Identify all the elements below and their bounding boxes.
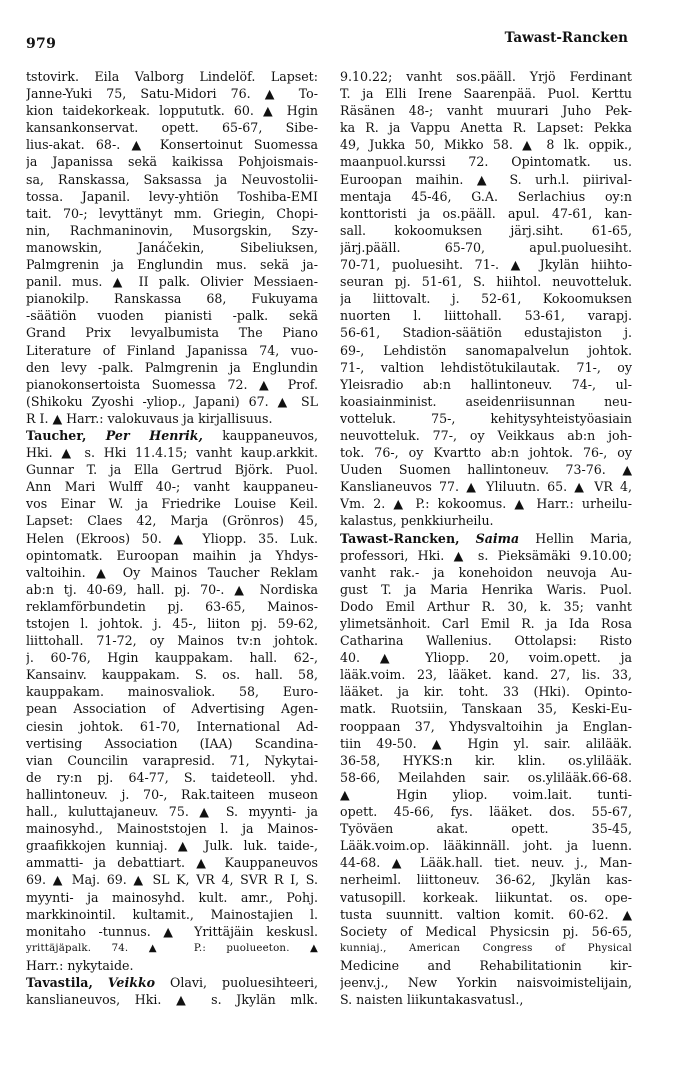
text-line: kansankonservat. opett. 65-67, Sibe- [26,120,318,136]
text-line: 49, Jukka 50, Mikko 58. ▲ 8 lk. oppik., [340,137,632,153]
text-line: sall. kokoomuksen järj.siht. 61-65, [340,222,632,238]
text-line: kunniaj., American Congress of Physical [340,942,632,954]
text-line: mentaja 45-46, G.A. Serlachius oy:n [340,188,632,204]
text-line: 44-68. ▲ Lääk.hall. tiet. neuv. j., Man- [340,855,632,871]
entry-given-names: Veikko [107,974,156,990]
text-line: maanpuol.kurssi 72. Opintomatk. us. [340,154,632,170]
text-line: T. ja Elli Irene Saarenpää. Puol. Kerttu [340,86,632,102]
text-line: opintomatk. Euroopan maihin ja Yhdys- [26,547,318,563]
page-number: 979 [26,36,57,52]
text-line: S. naisten liikuntakasvatusl., [340,992,524,1008]
text-line: Kanslianeuvos 77. ▲ Yliluutn. 65. ▲ VR 4, [340,479,632,495]
text-line: vatusopill. korkeak. liikuntat. os. ope- [340,889,632,905]
text-line: 70-71, puoluesiht. 71-. ▲ Jkylän hiihto- [340,257,632,273]
text-line: matk. Ruotsiin, Tanskaan 35, Keski-Eu- [340,701,632,717]
text-line: tstovirk. Eila Valborg Lindelöf. Lapset: [26,69,318,84]
text-line: lääket. ja kir. toht. 33 (Hki). Opinto- [340,684,632,700]
text-line: panil. mus. ▲ II palk. Olivier Messiaen- [26,274,318,290]
entry-surname: Tavastila, [26,974,93,990]
text-line: Ann Mari Wulff 40-; vanht kauppaneu- [26,479,318,495]
text-line: Hki. ▲ s. Hki 11.4.15; vanht kaup.arkkit. [26,445,318,461]
text-line: järj.pääll. 65-70, apul.puoluesiht. [340,239,632,255]
text-line: mainosyhd., Mainoststojen l. ja Mainos- [26,821,318,837]
text-line: votteluk. 75-, kehitysyhteistyöasiain [340,410,632,426]
text-line: koasiainminist. aseidenriisunnan neu- [340,393,632,409]
text-line: Palmgrenin ja Englundin mus. sekä ja- [26,257,318,273]
text-line: pianokilp. Ranskassa 68, Fukuyama [26,291,318,307]
text-line: Gunnar T. ja Ella Gertrud Björk. Puol. [26,462,318,478]
column-right [340,68,632,1008]
text-line: nerheiml. liittoneuv. 36-62, Jkylän kas- [340,872,632,888]
column-left [26,68,318,1008]
text-line: graafikkojen kunniaj. ▲ Julk. luk. taide-, [26,838,318,854]
text-line: professori, Hki. ▲ s. Pieksämäki 9.10.00; [340,547,632,563]
text-line: kauppakam. mainosvaliok. 58, Euro- [26,684,318,700]
text-line: reklamförbundetin pj. 63-65, Mainos- [26,598,318,614]
text-line: hall., kuluttajaneuv. 75. ▲ S. myynti- ja [26,804,318,820]
text-line: seuran pj. 51-61, S. hiihtol. neuvotteluk. [340,274,632,290]
text-line: ciesin johtok. 61-70, International Ad- [26,718,318,734]
text-line: Vm. 2. ▲ P.: kokoomus. ▲ Harr.: urheilu- [340,496,632,512]
text-line: Euroopan maihin. ▲ S. urh.l. piirival- [340,171,632,187]
entry-heading-line [26,427,318,444]
text-line: Helen (Ekroos) 50. ▲ Yliopp. 35. Luk. [26,530,318,546]
text-line: Medicine and Rehabilitationin kir- [340,957,632,973]
text-line: kion taidekorkeak. loppututk. 60. ▲ Hgin [26,103,318,119]
text-line: Työväen akat. opett. 35-45, [340,821,632,837]
text-line: Literature of Finland Japanissa 74, vuo- [26,342,318,358]
entry-heading-line [26,974,318,991]
text-line: ammatti- ja debattiart. ▲ Kauppaneuvos [26,855,318,871]
text-line: 36-58, HYKS:n kir. klin. os.ylilääk. [340,752,632,768]
entry-heading-rest: Olavi, puoluesihteeri, [155,974,318,990]
text-line: ab:n tj. 40-69, hall. pj. 70-. ▲ Nordiska [26,581,318,597]
text-line: 71-, valtion lehdistötukilautak. 71-, oy [340,359,632,375]
entry-heading-rest: kauppaneuvos, [202,427,318,443]
text-line: 69-, Lehdistön sanomapalvelun johtok. [340,342,632,358]
entry-surname: Taucher, [26,427,87,443]
text-line: den levy -palk. Palmgrenin ja Englundin [26,359,318,375]
text-line: tait. 70-; levyttänyt mm. Griegin, Chopi- [26,205,318,221]
text-line: manowskin, Janáčekin, Sibeliuksen, [26,239,318,255]
text-line: tossa. Japanil. levy-yhtiön Toshiba-EMI [26,188,318,204]
text-line: (Shikoku Zyoshi -yliop., Japani) 67. ▲ SL [26,393,318,409]
text-line: vian Councilin varapresid. 71, Nykytai- [26,752,318,768]
text-line: neuvotteluk. 77-, oy Veikkaus ab:n joh- [340,427,632,443]
text-line: liittohall. 71-72, oy Mainos tv:n johtok. [26,633,318,649]
text-line: ja liittovalt. j. 52-61, Kokoomuksen [340,291,632,307]
text-line: Dodo Emil Arthur R. 30, k. 35; vanht [340,598,632,614]
text-line: lääk.voim. 23, lääket. kand. 27, lis. 33, [340,667,632,683]
text-line: tok. 76-, oy Kvartto ab:n johtok. 76-, oy [340,445,632,461]
text-line: Grand Prix levyalbumista The Piano [26,325,318,341]
text-line: markkinointil. kultamit., Mainostajien l. [26,906,318,922]
text-line: pean Association of Advertising Agen- [26,701,318,717]
text-line: tstojen l. johtok. j. 45-, liiton pj. 59-62, [26,616,318,631]
entry-heading-rest: Hellin Maria, [519,530,632,546]
text-line: 40. ▲ Yliopp. 20, voim.opett. ja [340,650,632,666]
text-line: 58-66, Meilahden sair. os.ylilääk.66-68. [340,769,632,785]
text-line: monitaho -tunnus. ▲ Yrittäjäin keskusl. [26,923,318,939]
text-line: rooppaan 37, Yhdysvaltoihin ja Englan- [340,718,632,734]
text-line: Uuden Suomen hallintoneuv. 73-76. ▲ [340,462,632,478]
text-line: valtoihin. ▲ Oy Mainos Taucher Reklam [26,564,318,580]
text-line: ka R. ja Vappu Anetta R. Lapset: Pekka [340,120,632,136]
entry-given-names: Per Henrik, [105,427,203,443]
text-line: 69. ▲ Maj. 69. ▲ SL K, VR 4, SVR R I, S. [26,872,318,888]
text-line: vanht rak.- ja konehoidon neuvoja Au- [340,564,632,580]
text-line: de ry:n pj. 64-77, S. taideteoll. yhd. [26,769,318,785]
text-line: -säätiön vuoden pianisti -palk. sekä [26,308,318,324]
text-line: ja Japanissa sekä kaikissa Pohjoismais- [26,154,318,170]
entry-heading-line [340,530,632,547]
text-line: Kansainv. kauppakam. S. os. hall. 58, [26,667,318,683]
text-line: ▲ Hgin yliop. voim.lait. tunti- [340,786,632,802]
text-line: Society of Medical Physicsin pj. 56-65, [340,923,632,939]
text-line: vertising Association (IAA) Scandina- [26,735,318,751]
text-line: pianokonsertoista Suomessa 72. ▲ Prof. [26,376,318,392]
text-line: Catharina Wallenius. Ottolapsi: Risto [340,633,632,649]
text-line: Janne-Yuki 75, Satu-Midori 76. ▲ To- [26,86,318,102]
text-line: jeenv.j., New Yorkin naisvoimistelijain, [340,974,632,990]
text-line: Harr.: nykytaide. [26,957,134,973]
text-line: tiin 49-50. ▲ Hgin yl. sair. alilääk. [340,735,632,751]
text-line: ylimetsänhoit. Carl Emil R. ja Ida Rosa [340,616,632,631]
text-line: sa, Ranskassa, Saksassa ja Neuvostolii- [26,171,318,187]
entry-given-names: Saima [475,530,520,546]
entry-surname: Tawast-Rancken, [340,530,460,546]
text-line: gust T. ja Maria Henrika Waris. Puol. [340,581,632,597]
text-line: lius-akat. 68-. ▲ Konsertoinut Suomessa [26,137,318,153]
text-line: Lapset: Claes 42, Marja (Grönros) 45, [26,513,318,529]
text-line: Räsänen 48-; vanht muurari Juho Pek- [340,103,632,119]
text-line: Lääk.voim.op. lääkinnäll. joht. ja luenn. [340,838,632,854]
text-line: kanslianeuvos, Hki. ▲ s. Jkylän mlk. [26,992,318,1008]
text-line: opett. 45-66, fys. lääket. dos. 55-67, [340,804,632,820]
text-line: tusta suunnitt. valtion komit. 60-62. ▲ [340,906,632,922]
text-line: j. 60-76, Hgin kauppakam. hall. 62-, [26,650,318,666]
running-head: Tawast-Rancken [504,30,628,46]
text-line: kalastus, penkkiurheilu. [340,513,494,529]
text-line: Yleisradio ab:n hallintoneuv. 74-, ul- [340,376,632,392]
text-line: konttoristi ja os.pääll. apul. 47-61, kan- [340,205,632,221]
text-line: yrittäjäpalk. 74. ▲ P.: puolueeton. ▲ [26,942,318,954]
text-line: vos Einar W. ja Friedrike Louise Keil. [26,496,318,512]
text-line: nin, Rachmaninovin, Musorgskin, Szy- [26,222,318,238]
text-line: R I. ▲ Harr.: valokuvaus ja kirjallisuus. [26,410,273,426]
text-line: hallintoneuv. j. 70-, Rak.taiteen museon [26,786,318,802]
text-line: nuorten l. liittohall. 53-61, varapj. [340,308,632,324]
text-line: 56-61, Stadion-säätiön edustajiston j. [340,325,632,341]
text-line: myynti- ja mainosyhd. kult. amr., Pohj. [26,889,318,905]
text-line: 9.10.22; vanht sos.pääll. Yrjö Ferdinant [340,69,632,84]
